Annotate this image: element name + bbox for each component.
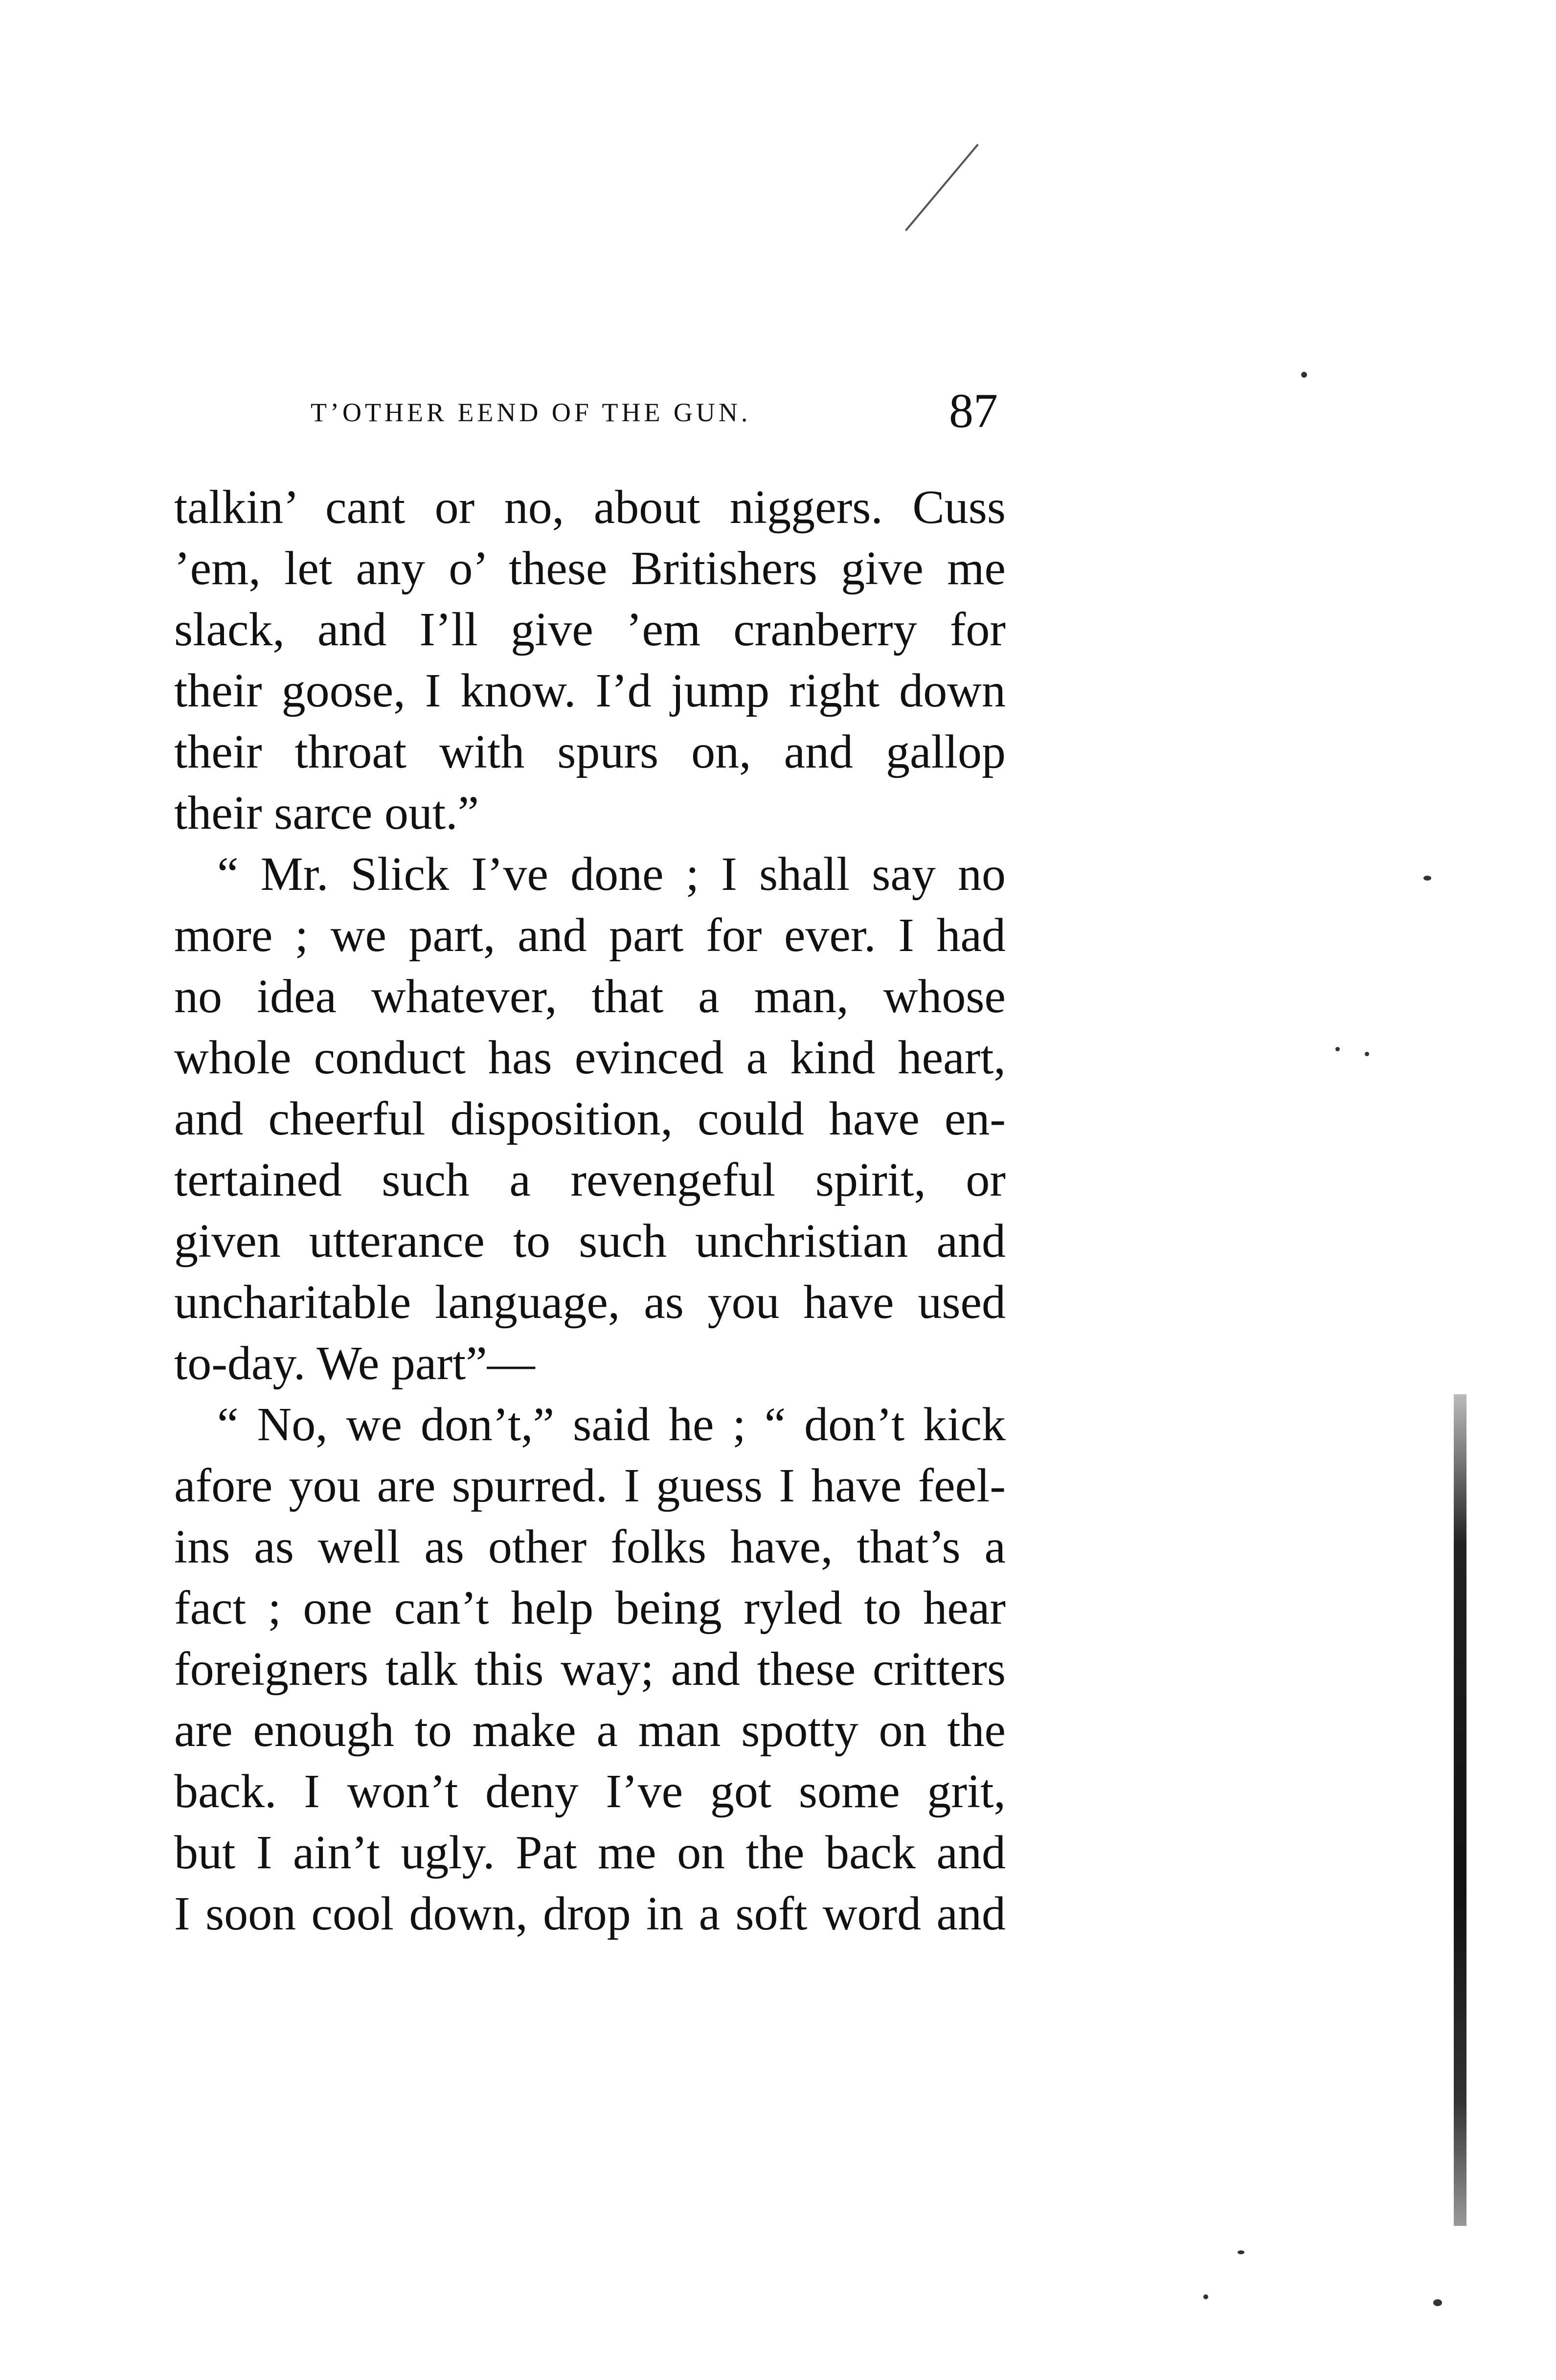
text-line: tertained such a revengeful spirit, or [174,1154,1006,1206]
body-text [174,477,1006,1945]
text-line: ins as well as other folks have, that’s a [174,1520,1006,1573]
text-line: fact ; one can’t help being ryled to hear [174,1582,1006,1634]
text-line: given utterance to such unchristian and [174,1215,1006,1268]
running-head [303,386,998,440]
dust-speck [1433,2299,1442,2306]
text-line: whole conduct has evinced a kind heart, [174,1031,1006,1084]
text-line: their throat with spurs on, and gallop [174,725,1006,778]
text-line: back. I won’t deny I’ve got some grit, [174,1765,1006,1818]
dust-speck [1335,1047,1340,1051]
running-title: T’OTHER EEND OF THE GUN. [311,398,751,427]
text-line: no idea whatever, that a man, whose [174,970,1006,1023]
binding-shadow [1454,1394,1466,2226]
text-line: foreigners talk this way; and these critters [174,1643,1006,1696]
text-line: their goose, I know. I’d jump right down [174,664,1006,717]
text-line: are enough to make a man spotty on the [174,1704,1006,1757]
text-line: talkin’ cant or no, about niggers. Cuss [174,481,1006,534]
dust-speck [1423,876,1431,881]
text-line: more ; we part, and part for ever. I had [174,909,1006,962]
text-line: “ Mr. Slick I’ve done ; I shall say no [217,848,1006,901]
text-line: uncharitable language, as you have used [174,1276,1006,1329]
dust-speck [1365,1052,1369,1056]
text-line: their sarce out.” [174,787,479,839]
text-line: to-day. We part”— [174,1337,535,1390]
page-number: 87 [949,384,998,438]
pencil-mark [905,144,979,231]
dust-speck [1238,2250,1244,2254]
text-line: “ No, we don’t,” said he ; “ don’t kick [217,1398,1006,1451]
text-line: ’em, let any o’ these Britishers give me [174,542,1006,595]
text-line: slack, and I’ll give ’em cranberry for [174,603,1006,656]
text-line: and cheerful disposition, could have en- [174,1092,1006,1145]
dust-speck [1301,372,1307,378]
text-line: afore you are spurred. I guess I have feel- [174,1459,1006,1512]
text-line: I soon cool down, drop in a soft word and [174,1887,1006,1940]
dust-speck [1203,2294,1208,2299]
text-line: but I ain’t ugly. Pat me on the back and [174,1826,1006,1879]
